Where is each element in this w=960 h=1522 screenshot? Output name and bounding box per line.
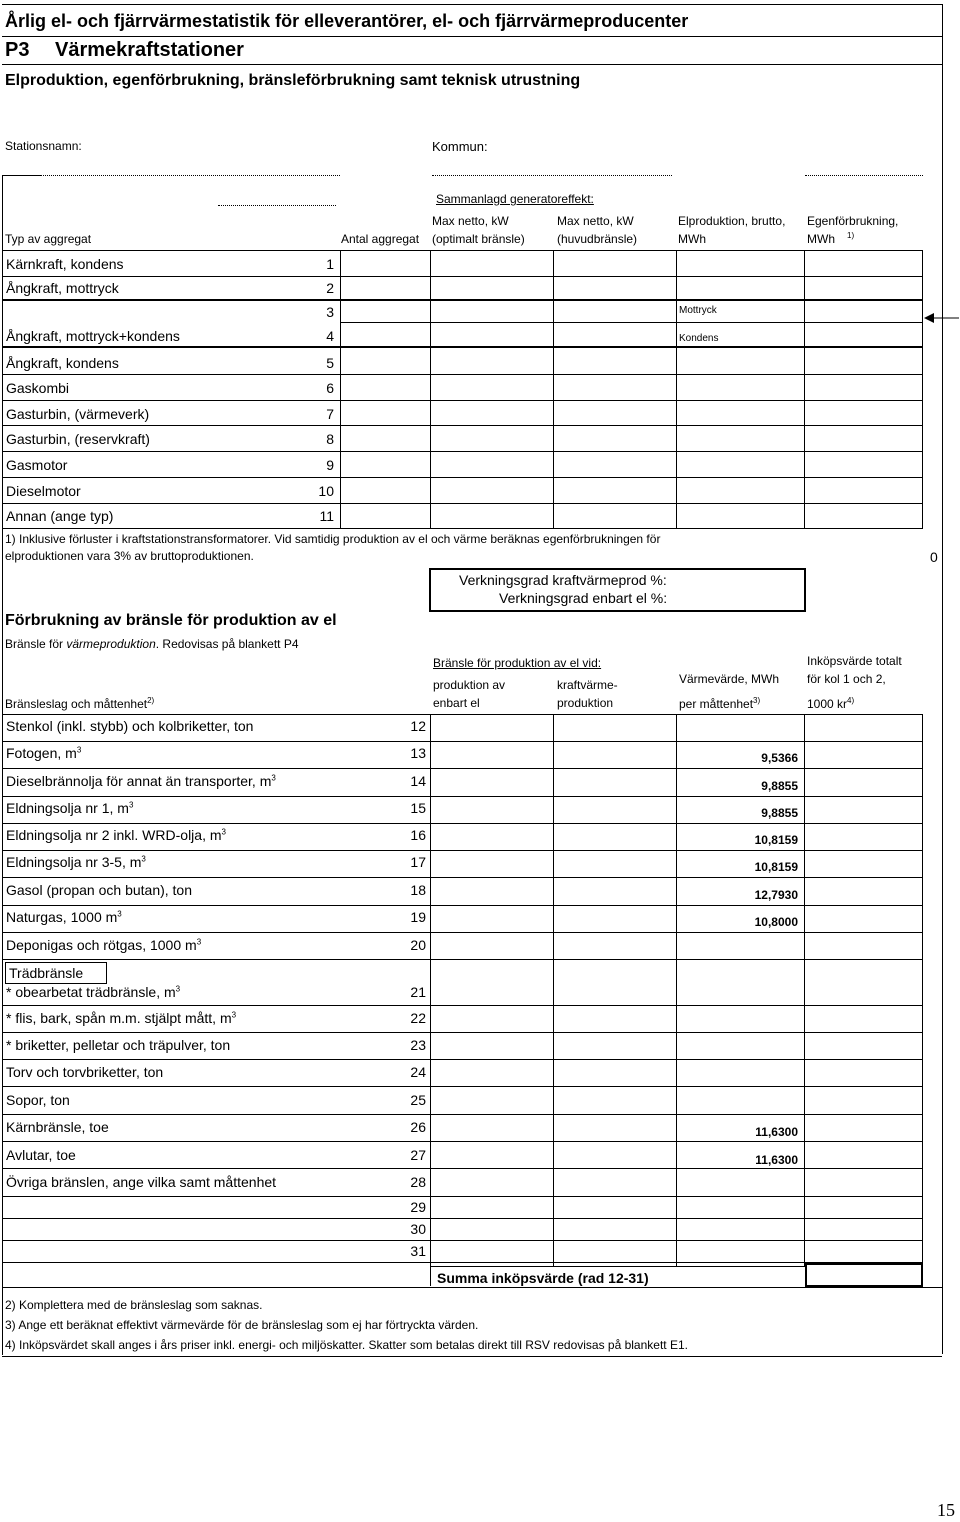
agg-row-rule (2, 400, 923, 401)
col-elprod-1: Elproduktion, brutto, (678, 214, 786, 228)
page-left-border (2, 175, 3, 1355)
fuel-row-label (6, 827, 226, 843)
fuel-row-label-sup: 3 (76, 745, 82, 755)
fuel-row-nr: 13 (410, 745, 426, 761)
col-only-el-2: enbart el (433, 696, 480, 710)
fuel-row-label-sup: 3 (196, 937, 202, 947)
col-count: Antal aggregat (341, 232, 420, 246)
fuel-row-rule (2, 1218, 923, 1219)
fuel-note-italic: värmeproduktion (66, 637, 156, 651)
fuel-row-label-sup: 3 (128, 800, 134, 810)
footnote-1-line-a: 1) Inklusive förluster i kraftstationstransformatorer. Vid samtidig produktion av el och värme beräknas egenförbrukningen för (5, 532, 661, 546)
fuel-row-label (6, 1064, 163, 1080)
fuel-row-label (6, 909, 122, 925)
fuel-row-rule (2, 1059, 923, 1060)
generator-effect-header: Sammanlagd generatoreffekt: (436, 192, 594, 206)
arrow-left-icon (922, 310, 960, 326)
form-code: P3 (5, 39, 30, 61)
page-number: 15 (937, 1500, 955, 1520)
col-elprod-2: MWh (678, 232, 706, 246)
wood-heading-box (5, 962, 107, 984)
fuel-row-rule (2, 741, 923, 742)
station-name-field[interactable] (5, 175, 340, 176)
agg-row-nr: 3 (326, 304, 334, 320)
agg-row-nr: 2 (326, 280, 334, 296)
agg-col-sep-1 (340, 250, 341, 528)
fuel-row-heat-value: 10,8159 (754, 860, 798, 874)
form-main-title: Årlig el- och fjärrvärmestatistik för elleverantörer, el- och fjärrvärmeproducenter (5, 11, 689, 31)
fuel-row-label-sup: 3 (271, 773, 276, 783)
agg-row-rule (2, 425, 923, 426)
fuel-row-nr: 15 (410, 800, 426, 816)
page-right-border (942, 4, 943, 1354)
form-title-rule (2, 64, 942, 65)
fuel-row-heat-value: 10,8159 (754, 833, 798, 847)
col-max-main-2: (huvudbränsle) (557, 232, 638, 246)
col-heat-1: Värmevärde, MWh (679, 672, 780, 686)
fuel-row-nr: 25 (410, 1092, 426, 1108)
agg-row-nr: 8 (326, 431, 334, 447)
fuel-row-rule (2, 1141, 923, 1142)
fuel-row-label-sup: 3 (117, 909, 122, 919)
footnote-2: 2) Komplettera med de bränsleslag som saknas. (5, 1298, 263, 1312)
agg-row-label: Kärnkraft, kondens (6, 256, 124, 272)
agg-header-rule (2, 250, 923, 251)
agg-col-sep-2 (430, 250, 431, 528)
agg-row-rule (2, 346, 923, 348)
sum-bottom-rule (2, 1287, 942, 1288)
wood-heading: Trädbränsle (9, 965, 84, 981)
agg-row-nr: 7 (326, 406, 334, 422)
fuel-row-label (6, 745, 81, 761)
header-dotted-line (218, 205, 336, 206)
col-heat-2-text: per måttenhet (679, 697, 754, 711)
agg-row-nr: 1 (326, 256, 334, 272)
efficiency-box[interactable] (429, 568, 806, 612)
fuel-row-nr: 23 (410, 1037, 426, 1053)
fuel-row-rule (2, 959, 923, 960)
fuel-row-heat-value: 9,5366 (761, 751, 798, 765)
fuel-row-nr: 20 (410, 937, 426, 953)
agg-row-label: Dieselmotor (6, 483, 81, 499)
fuel-row-label (6, 800, 133, 816)
col-cost-1: Inköpsvärde totalt (807, 654, 902, 668)
col-own-2: MWh (807, 232, 835, 246)
agg-row-label: Gasturbin, (värmeverk) (6, 406, 150, 422)
fuel-row-label-sup: 3 (221, 827, 226, 837)
fuel-row-nr: 22 (410, 1010, 426, 1026)
fuel-row-label-text: Stenkol (inkl. stybb) och kolbriketter, ton (6, 718, 254, 734)
fuel-row-label (6, 984, 180, 1000)
fuel-row-nr: 19 (410, 909, 426, 925)
col-max-opt-2: (optimalt bränsle) (432, 232, 525, 246)
fuel-header-rule (2, 714, 923, 715)
agg-col-sep-5 (804, 250, 805, 528)
fuel-row-label-sup: 3 (175, 984, 181, 994)
efficiency-el-label: Verkningsgrad enbart el %: (499, 590, 668, 606)
station-rule (2, 175, 42, 176)
fuel-row-heat-value: 12,7930 (754, 888, 798, 902)
fuel-row-nr: 14 (410, 773, 426, 789)
fuel-row-rule (2, 768, 923, 769)
fuel-row-nr: 24 (410, 1064, 426, 1080)
col-fuel-text: Bränsleslag och måttenhet (5, 697, 148, 711)
fuel-row-nr: 17 (410, 854, 426, 870)
fuel-row-nr: 29 (410, 1199, 426, 1215)
fuel-row-label-text: Avlutar, toe (6, 1147, 76, 1163)
fuel-row-nr: 18 (410, 882, 426, 898)
fuel-row-label-text: Eldningsolja nr 3-5, m (6, 854, 142, 870)
fuel-row-rule (2, 1240, 923, 1241)
col-cost-3 (807, 696, 854, 711)
fuel-row-label-text: Gasol (propan och butan), ton (6, 882, 193, 898)
agg-col-sep-3 (553, 250, 554, 528)
agg-row-rule (2, 451, 923, 452)
fuel-row-label (6, 1037, 230, 1053)
fuel-row-nr: 27 (410, 1147, 426, 1163)
sum-label-box (430, 1266, 806, 1286)
agg-row-label: Ångkraft, mottryck+kondens (6, 328, 180, 344)
page-bottom-rule (2, 1356, 942, 1357)
col-type: Typ av aggregat (5, 232, 92, 246)
fuel-row-nr: 21 (410, 984, 426, 1000)
agg-row-rule (340, 322, 923, 323)
fuel-row-nr: 31 (410, 1243, 426, 1259)
col-cost-2: för kol 1 och 2, (807, 672, 886, 686)
fuel-row-label (6, 854, 146, 870)
fuel-row-label-text: Övriga bränslen, ange vilka samt måttenhet (6, 1174, 277, 1190)
col-own-1: Egenförbrukning, (807, 214, 899, 228)
agg-row-label: Gasmotor (6, 457, 68, 473)
side-value: 0 (930, 549, 938, 565)
sum-label: Summa inköpsvärde (rad 12-31) (437, 1270, 649, 1286)
agg-row-rule (2, 276, 923, 277)
col-chp-1: kraftvärme- (557, 678, 618, 692)
fuel-row-label-text: Naturgas, 1000 m (6, 909, 118, 925)
fuel-row-label (6, 1010, 236, 1026)
col-max-opt-1: Max netto, kW (432, 214, 509, 228)
municipality-label: Kommun: (432, 139, 488, 154)
col-heat-sup: 3) (753, 696, 761, 705)
fuel-row-rule (2, 1005, 923, 1006)
fuel-row-label-text: Eldningsolja nr 2 inkl. WRD-olja, m (6, 827, 222, 843)
agg-col-sep-6 (922, 250, 923, 528)
fuel-row-label-text: Torv och torvbriketter, ton (6, 1064, 164, 1080)
sub-kondens: Kondens (679, 333, 719, 344)
sub-mottryck: Mottryck (679, 305, 717, 316)
fuel-row-nr: 30 (410, 1221, 426, 1237)
fuel-row-rule (2, 796, 923, 797)
col-max-main-1: Max netto, kW (557, 214, 634, 228)
fuel-row-heat-value: 9,8855 (761, 779, 798, 793)
agg-row-label: Ångkraft, mottryck (6, 280, 119, 296)
fuel-row-rule (2, 932, 923, 933)
fuel-row-label-text: Fotogen, m (6, 745, 77, 761)
agg-row-label: Gasturbin, (reservkraft) (6, 431, 150, 447)
fuel-row-label (6, 1147, 76, 1163)
col-fuel-sup: 2) (147, 696, 155, 705)
fuel-row-nr: 26 (410, 1119, 426, 1135)
agg-row-nr: 5 (326, 355, 334, 371)
agg-row-rule (2, 374, 923, 375)
footnote-1-line-b: elproduktionen vara 3% av bruttoproduktionen. (5, 549, 254, 563)
agg-row-nr: 9 (326, 457, 334, 473)
form-subtitle: Elproduktion, egenförbrukning, bränsleförbrukning samt teknisk utrustning (5, 72, 581, 89)
agg-col-sep-4 (676, 250, 677, 528)
col-own-note: 1) (847, 231, 855, 240)
fuel-row-rule (2, 1196, 923, 1197)
station-name-label: Stationsnamn: (5, 139, 82, 153)
fuel-row-heat-value: 11,6300 (755, 1125, 798, 1139)
fuel-row-label (6, 1092, 70, 1108)
agg-row-rule (2, 503, 923, 504)
fuel-row-label (6, 718, 253, 734)
fuel-row-label-text: * briketter, pelletar och träpulver, ton (6, 1037, 231, 1053)
fuel-row-nr: 12 (410, 718, 426, 734)
fuel-row-rule (2, 1086, 923, 1087)
fuel-row-label (6, 1174, 276, 1190)
efficiency-chp-label: Verkningsgrad kraftvärmeprod %: (459, 572, 667, 588)
fuel-note-suffix: . Redovisas på blankett P4 (155, 637, 299, 651)
fuel-row-heat-value: 9,8855 (761, 806, 798, 820)
fuel-row-rule (2, 1168, 923, 1169)
agg-row-rule (2, 528, 923, 529)
fuel-row-rule (2, 877, 923, 878)
fuel-row-rule (2, 1262, 923, 1263)
fuel-row-rule (2, 905, 923, 906)
fuel-row-label-sup: 3 (141, 854, 146, 864)
agg-row-nr: 6 (326, 380, 334, 396)
footnote-4: 4) Inköpsvärdet skall anges i års priser inkl. energi- och miljöskatter. Skatter som betalas direkt till RSV redovisas på blankett E1. (5, 1338, 688, 1352)
fuel-row-heat-value: 11,6300 (755, 1153, 798, 1167)
col-heat-2 (679, 696, 760, 711)
fuel-row-nr: 28 (410, 1174, 426, 1190)
fuel-row-rule (2, 1114, 923, 1115)
fuel-section-note (5, 637, 299, 651)
fuel-row-label-text: * flis, bark, spån m.m. stjälpt mått, m (6, 1010, 232, 1026)
fuel-row-label (6, 1119, 109, 1135)
extra-field[interactable] (805, 175, 923, 176)
fuel-group-header: Bränsle för produktion av el vid: (433, 656, 602, 670)
top-rule (2, 4, 942, 5)
agg-row-nr: 4 (326, 328, 334, 344)
fuel-row-label-text: Sopor, ton (6, 1092, 70, 1108)
fuel-row-label-text: Kärnbränsle, toe (6, 1119, 109, 1135)
agg-row-rule (2, 477, 923, 478)
municipality-field[interactable] (432, 175, 672, 176)
fuel-row-label-sup: 3 (231, 1010, 237, 1020)
col-chp-2: produktion (557, 696, 614, 710)
fuel-row-rule (2, 823, 923, 824)
agg-row-label: Gaskombi (6, 380, 70, 396)
fuel-row-label (6, 773, 276, 789)
col-cost-sup: 4) (847, 696, 855, 705)
fuel-row-rule (2, 1032, 923, 1033)
fuel-row-heat-value: 10,8000 (754, 915, 798, 929)
fuel-row-label (6, 937, 201, 953)
form-title: Värmekraftstationer (55, 39, 244, 61)
agg-row-nr: 10 (318, 483, 334, 499)
fuel-row-rule (2, 850, 923, 851)
col-fuel (5, 696, 154, 711)
sum-value-field[interactable] (805, 1263, 923, 1287)
fuel-note-prefix: Bränsle för (5, 637, 67, 651)
fuel-row-nr: 16 (410, 827, 426, 843)
title-rule (2, 36, 942, 37)
agg-row-nr: 11 (319, 508, 334, 524)
agg-row-rule (2, 299, 923, 301)
agg-row-label: Annan (ange typ) (6, 508, 114, 524)
col-cost-3-text: 1000 kr (807, 697, 848, 711)
agg-row-label: Ångkraft, kondens (6, 355, 119, 371)
fuel-row-label-text: * obearbetat trädbränsle, m (6, 984, 176, 1000)
fuel-row-label-text: Deponigas och rötgas, 1000 m (6, 937, 197, 953)
footnote-3: 3) Ange ett beräknat effektivt värmevärde för de bränsleslag som ej har förtryckta värden. (5, 1318, 479, 1332)
fuel-row-label (6, 882, 192, 898)
fuel-section-heading: Förbrukning av bränsle för produktion av el (5, 612, 337, 629)
fuel-row-label-text: Dieselbrännolja för annat än transporter, m (6, 773, 272, 789)
fuel-row-label-text: Eldningsolja nr 1, m (6, 800, 129, 816)
col-only-el-1: produktion av (433, 678, 506, 692)
